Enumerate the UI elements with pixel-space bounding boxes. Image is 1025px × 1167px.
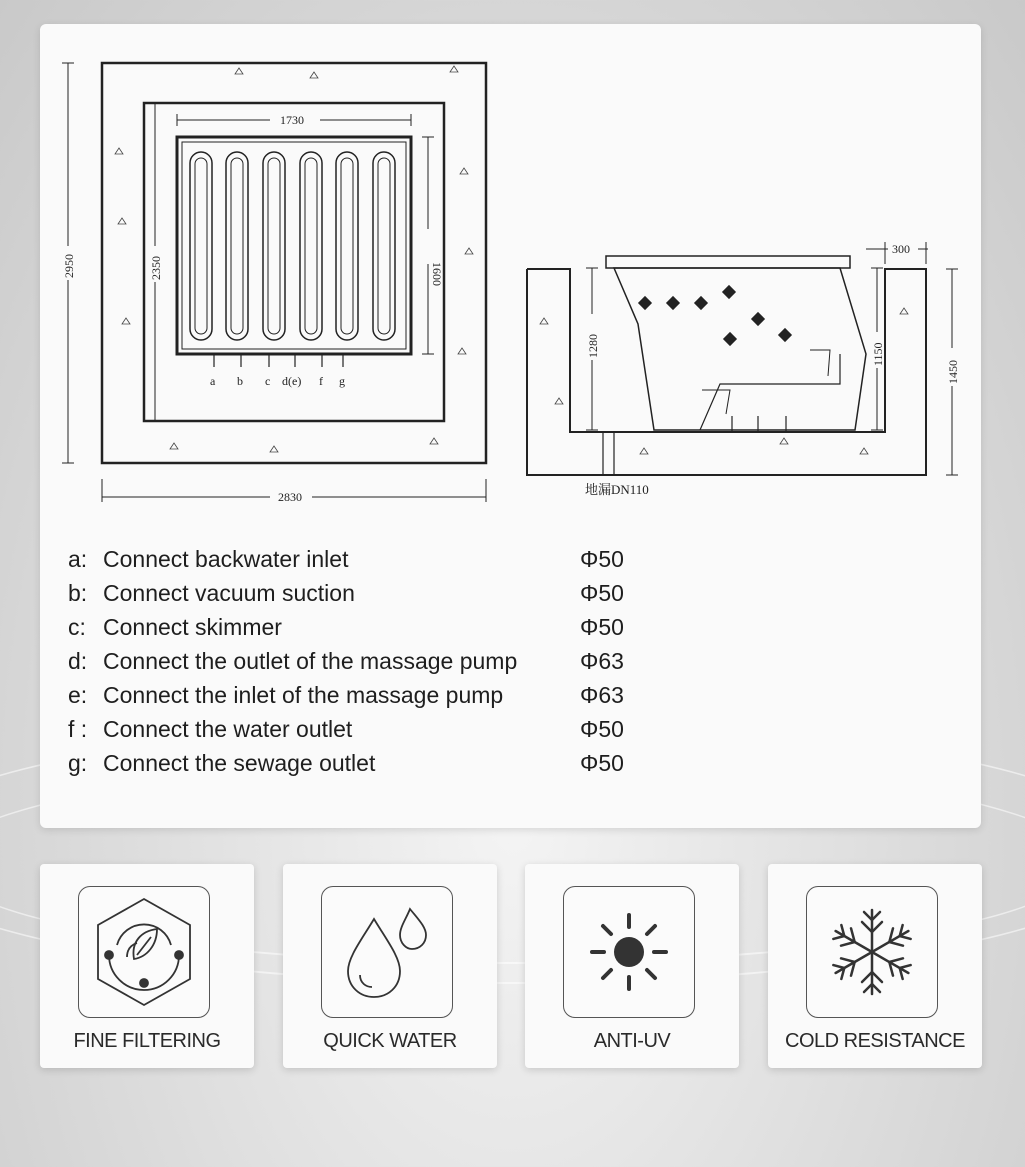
connection-diameter: Φ63 xyxy=(580,682,624,708)
massage-slot xyxy=(300,152,322,340)
connection-description: Connect vacuum suction xyxy=(103,580,355,606)
pipe-label-b: b xyxy=(237,374,243,388)
connection-description: Connect backwater inlet xyxy=(103,546,349,572)
dim-basin-height: 1600 xyxy=(430,262,444,286)
dim-water-depth: 1280 xyxy=(586,334,600,358)
connection-key: d: xyxy=(68,648,88,674)
connection-key: c: xyxy=(68,614,86,640)
feature-cards xyxy=(40,864,985,1068)
connection-key: f : xyxy=(68,716,88,742)
pipe-label-de: d(e) xyxy=(282,374,302,388)
dim-outer-height: 2950 xyxy=(62,254,76,278)
installation-drawing xyxy=(40,24,981,524)
connection-row xyxy=(68,644,688,678)
connection-row xyxy=(68,542,688,576)
connection-diameter: Φ50 xyxy=(580,580,624,606)
massage-slot xyxy=(336,152,358,340)
connection-row xyxy=(68,746,688,780)
pipe-label-c: c xyxy=(265,374,271,388)
massage-slot xyxy=(263,152,285,340)
feature-card-fine-filtering xyxy=(40,864,254,1068)
connection-row xyxy=(68,576,688,610)
connection-diameter: Φ63 xyxy=(580,648,624,674)
connection-key: a: xyxy=(68,546,88,572)
dim-wall-width: 300 xyxy=(892,242,910,256)
feature-card-cold-resistance xyxy=(768,864,982,1068)
connection-diameter: Φ50 xyxy=(580,546,624,572)
feature-card-anti-uv xyxy=(525,864,739,1068)
feature-label: COLD RESISTANCE xyxy=(785,1030,965,1052)
connection-key: b: xyxy=(68,580,88,606)
massage-slot xyxy=(373,152,395,340)
connection-description: Connect the water outlet xyxy=(103,716,353,742)
connection-description: Connect the inlet of the massage pump xyxy=(103,682,504,708)
pipe-label-g: g xyxy=(339,374,345,388)
connection-description: Connect the sewage outlet xyxy=(103,750,376,776)
feature-label: QUICK WATER xyxy=(323,1030,457,1052)
feature-label: ANTI-UV xyxy=(593,1030,671,1052)
section-pool-rim xyxy=(606,256,850,268)
connection-diameter: Φ50 xyxy=(580,750,624,776)
connection-description: Connect the outlet of the massage pump xyxy=(103,648,518,674)
water-drops-icon xyxy=(321,886,453,1018)
connection-description: Connect skimmer xyxy=(103,614,282,640)
installation-diagram-card xyxy=(40,24,981,828)
massage-slot xyxy=(190,152,212,340)
dim-outer-width: 2830 xyxy=(278,490,302,504)
pipe-label-f: f xyxy=(319,374,323,388)
connection-diameter: Φ50 xyxy=(580,716,624,742)
dim-pit-depth: 1450 xyxy=(946,360,960,384)
drain-label: 地漏DN110 xyxy=(585,482,649,497)
filter-leaf-icon xyxy=(78,886,210,1018)
feature-card-quick-water xyxy=(283,864,497,1068)
connection-row xyxy=(68,678,688,712)
dim-basin-width: 1730 xyxy=(280,113,304,127)
dim-inner-height: 2350 xyxy=(149,256,163,280)
sun-icon xyxy=(563,886,695,1018)
connection-row xyxy=(68,610,688,644)
dim-inner-depth: 1150 xyxy=(871,342,885,366)
feature-label: FINE FILTERING xyxy=(73,1030,221,1052)
section-pit-outline xyxy=(527,269,926,475)
connection-key: e: xyxy=(68,682,88,708)
connection-row xyxy=(68,712,688,746)
connection-key: g: xyxy=(68,750,88,776)
connection-diameter: Φ50 xyxy=(580,614,624,640)
connection-list xyxy=(68,542,688,780)
massage-slot xyxy=(226,152,248,340)
pipe-label-a: a xyxy=(210,374,216,388)
snowflake-icon xyxy=(806,886,938,1018)
